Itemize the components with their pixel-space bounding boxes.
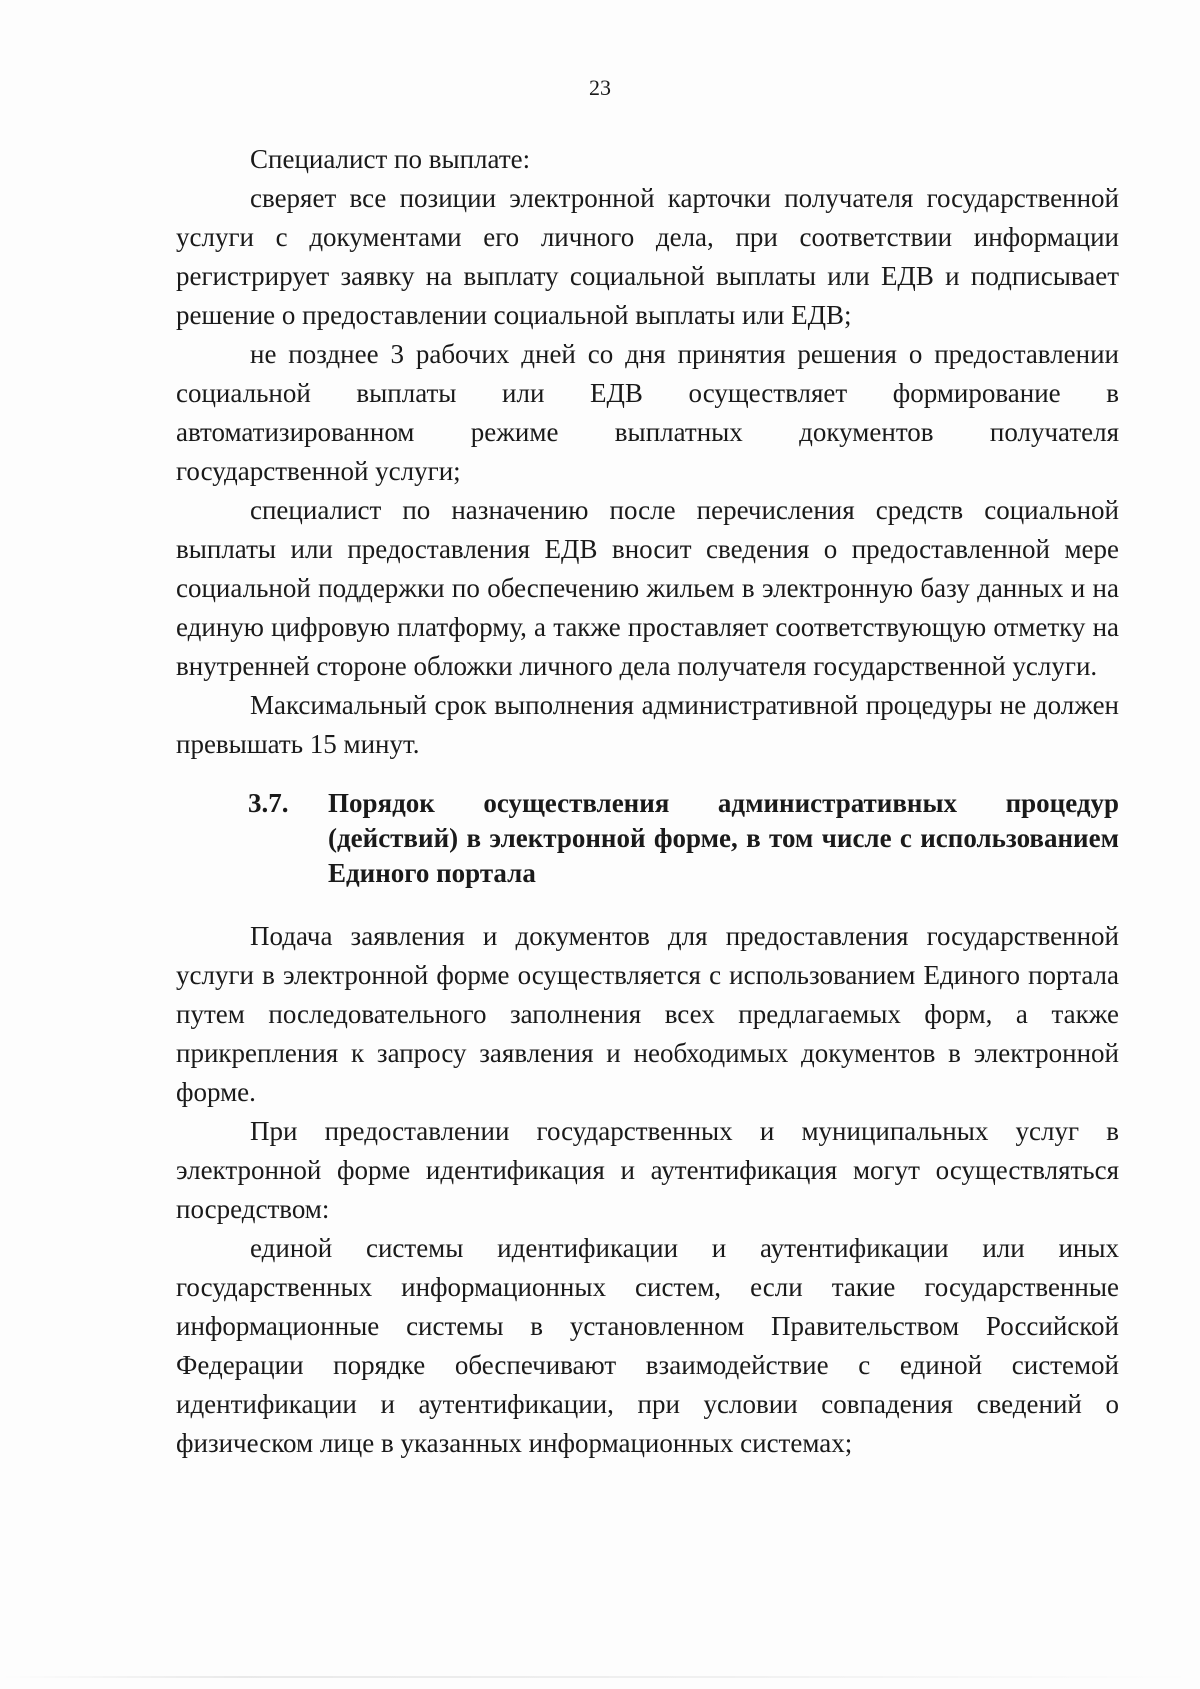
section-spacer [176, 891, 1119, 917]
paragraph-verification: сверяет все позиции электронной карточки получателя государственной услуги с документами его личного дела, при соответствии информации регистрирует заявку на выплату социальной выплаты или ЕДВ и подписывает решение о предоставлении социальной выплаты или ЕДВ; [176, 183, 1119, 330]
paragraph-identification: При предоставлении государственных и муниципальных услуг в электронной форме идентификация и аутентификация могут осуществляться посредством: [176, 1116, 1119, 1224]
section-heading [176, 786, 1119, 891]
section-title: Порядок осуществления административных процедур (действий) в электронной форме, в том числе с использованием Единого портала [328, 788, 1119, 888]
scan-edge-mark [0, 1676, 1200, 1678]
paragraph-max-duration: Максимальный срок выполнения административной процедуры не должен превышать 15 минут. [176, 690, 1119, 759]
paragraph-database-entry: специалист по назначению после перечисления средств социальной выплаты или предоставления ЕДВ вносит сведения о предоставленной мере социальной поддержки по обеспечению жильем в электронную базу данных и на единую цифровую платформу, а также проставляет соответствующую отметку на внутренней стороне обложки личного дела получателя государственной услуги. [176, 495, 1119, 681]
document-body [176, 140, 1119, 1463]
paragraph-specialist-heading: Специалист по выплате: [250, 144, 531, 174]
paragraph-electronic-submission: Подача заявления и документов для предоставления государственной услуги в электронной форме осуществляется с использованием Единого портала путем последовательного заполнения всех предлагаемых форм, а также прикрепления к запросу заявления и необходимых документов в электронной форме. [176, 921, 1119, 1107]
page-number: 23 [589, 75, 611, 100]
section-number: 3.7. [248, 788, 289, 818]
paragraph-esia: единой системы идентификации и аутентификации или иных государственных информационных систем, если такие государственные информационные системы в установленном Правительством Российской Федерации порядке обеспечивают взаимодействие с единой системой идентификации и аутентификации, при условии совпадения сведений о физическом лице в указанных информационных системах; [176, 1233, 1119, 1458]
paragraph-payment-documents: не позднее 3 рабочих дней со дня принятия решения о предоставлении социальной выплаты или ЕДВ осуществляет формирование в автоматизированном режиме выплатных документов получателя государственной услуги; [176, 339, 1119, 486]
